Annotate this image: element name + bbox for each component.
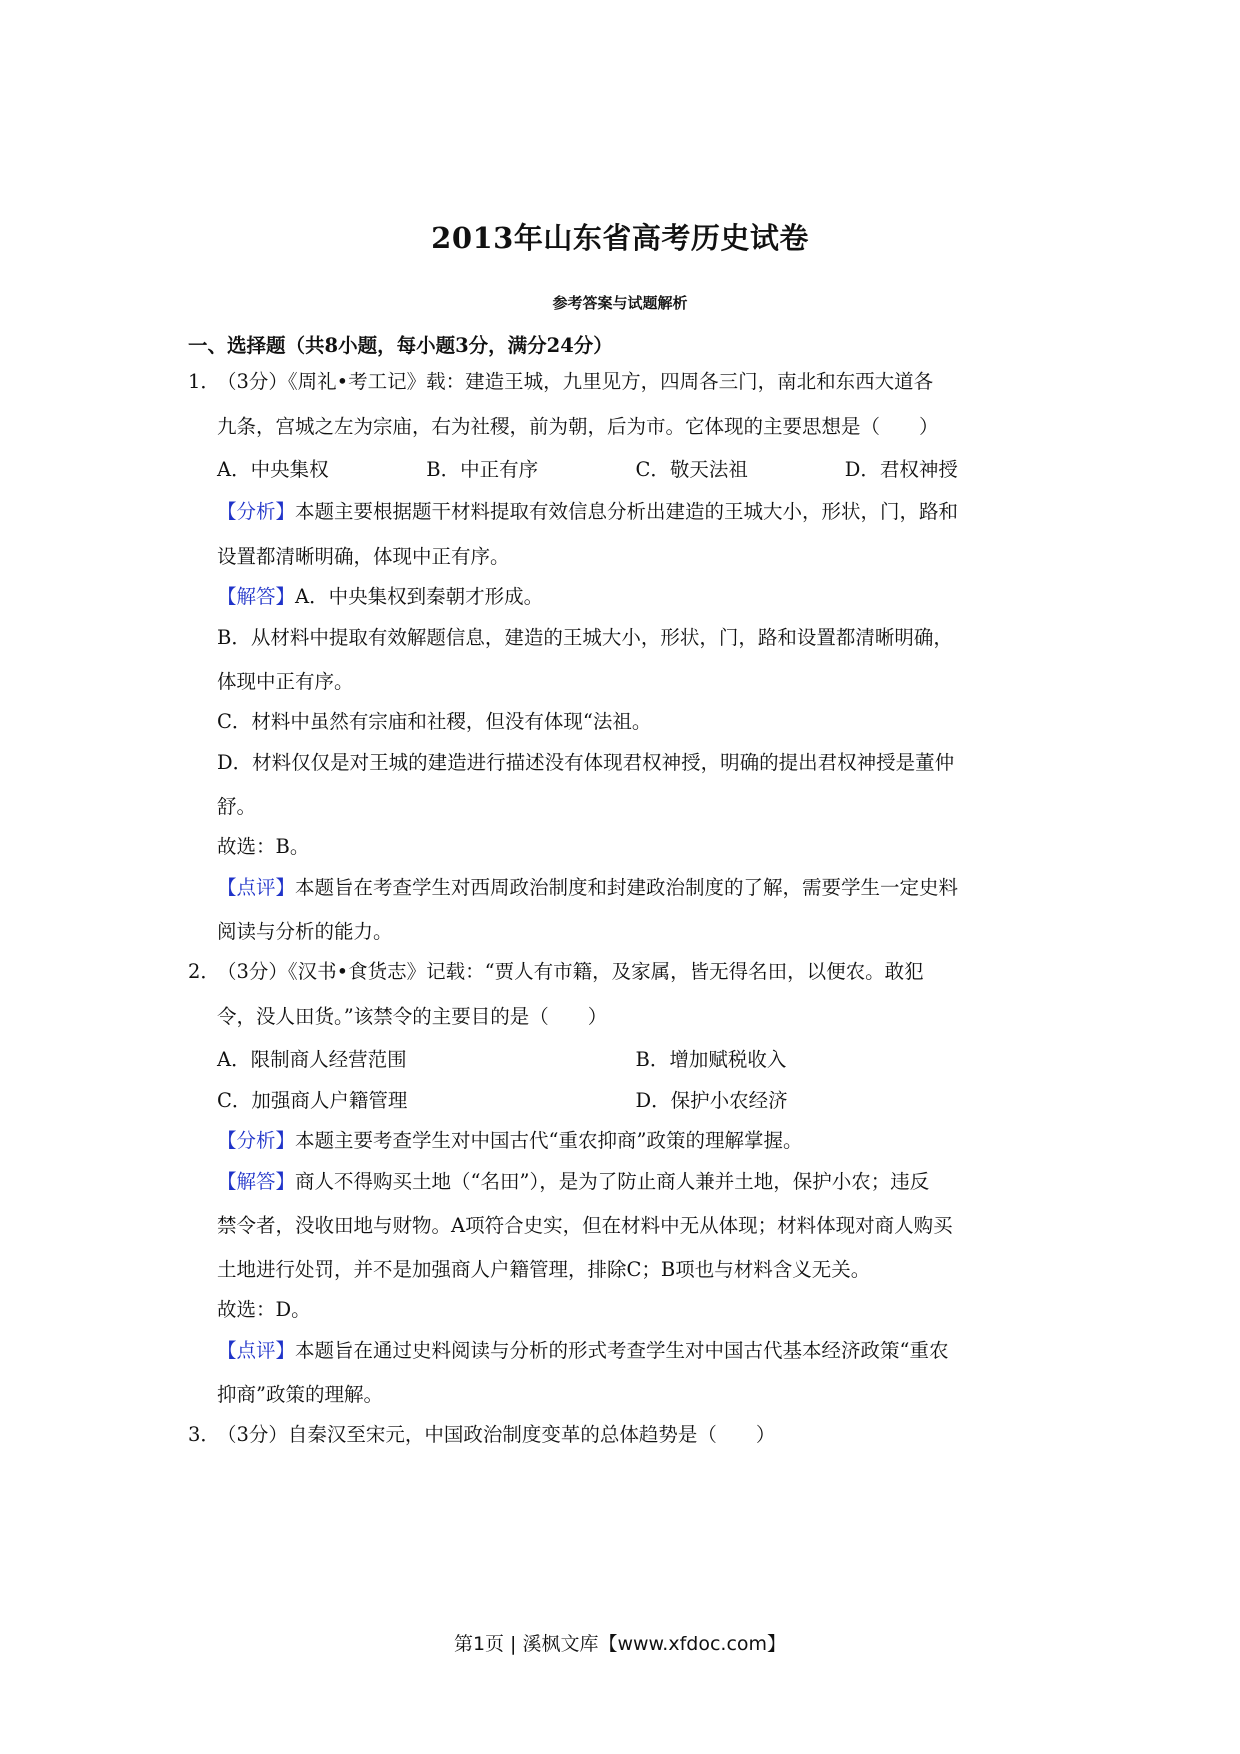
question-2 <box>188 960 1054 1407</box>
question-1-analysis: 【分析】本题主要根据题干材料提取有效信息分析出建造的王城大小，形状，门，路和 <box>217 500 959 523</box>
question-2-comment-cont: 抑商”政策的理解。 <box>217 1383 383 1406</box>
page-subtitle: 参考答案与试题解析 <box>552 294 688 312</box>
option-a: A．限制商人经营范围 <box>217 1048 407 1071</box>
option-c: C．敬天法祖 <box>635 458 748 481</box>
question-3 <box>188 1423 1054 1447</box>
question-2-stem-cont: 令，没人田货。”该禁令的主要目的是（ ） <box>217 1005 608 1028</box>
question-1-number: 1． <box>188 370 220 393</box>
option-c: C．加强商人户籍管理 <box>217 1089 408 1112</box>
answer-line: 体现中正有序。 <box>217 670 354 693</box>
question-2-analysis: 【分析】本题主要考查学生对中国古代“重农抑商”政策的理解掌握。 <box>217 1129 803 1152</box>
page-footer <box>0 1629 1240 1656</box>
option-b: B．中正有序 <box>426 458 539 481</box>
answer-tag: 【解答】 <box>217 585 296 608</box>
option-d: D．保护小农经济 <box>635 1089 788 1112</box>
question-1-comment: 【点评】本题旨在考查学生对西周政治制度和封建政治制度的了解，需要学生一定史料 <box>217 876 959 899</box>
question-1 <box>188 370 1054 944</box>
question-1-options <box>188 458 1054 482</box>
question-3-stem: 3．（3分）自秦汉至宋元，中国政治制度变革的总体趋势是（ ） <box>188 1423 776 1446</box>
question-3-number: 3． <box>188 1423 220 1446</box>
option-a: A．中央集权 <box>217 458 329 481</box>
question-1-answer: 【解答】A．中央集权到秦朝才形成。 <box>217 585 544 608</box>
question-2-stem: 2．（3分）《汉书•食货志》记载：“贾人有市籍，及家属，皆无得名田，以便农。敢犯 <box>188 960 924 983</box>
answer-line: D．材料仅仅是对王城的建造进行描述没有体现君权神授，明确的提出君权神授是董仲 <box>217 751 955 774</box>
question-2-options-row-2 <box>188 1089 1054 1113</box>
question-1-stem-cont: 九条，宫城之左为宗庙，右为社稷，前为朝，后为市。它体现的主要思想是（ ） <box>217 415 939 438</box>
question-2-number: 2． <box>188 960 220 983</box>
page-title: 2013年山东省高考历史试卷 <box>431 221 809 255</box>
answer-line: 土地进行处罚，并不是加强商人户籍管理，排除C；B项也与材料含义无关。 <box>217 1258 871 1281</box>
analysis-tag: 【分析】 <box>217 1129 296 1152</box>
answer-tag: 【解答】 <box>217 1170 296 1193</box>
answer-line: 禁令者，没收田地与财物。A项符合史实，但在材料中无从体现；材料体现对商人购买 <box>217 1214 953 1237</box>
answer-choice: 故选：D。 <box>217 1298 311 1321</box>
question-2-answer: 【解答】商人不得购买土地（“名田”），是为了防止商人兼并土地，保护小农；违反 <box>217 1170 930 1193</box>
analysis-tag: 【分析】 <box>217 500 296 523</box>
question-2-comment: 【点评】本题旨在通过史料阅读与分析的形式考查学生对中国古代基本经济政策“重农 <box>217 1339 949 1362</box>
footer-separator: | <box>510 1633 517 1655</box>
option-b: B．增加赋税收入 <box>635 1048 787 1071</box>
answer-line: C．材料中虽然有宗庙和社稷，但没有体现“法祖。 <box>217 710 652 733</box>
answer-line: 舒。 <box>217 795 257 818</box>
section-heading: 一、选择题（共8小题，每小题3分，满分24分） <box>188 334 613 357</box>
question-2-options-row-1 <box>188 1048 1054 1072</box>
question-1-comment-cont: 阅读与分析的能力。 <box>217 920 393 943</box>
question-1-analysis-cont: 设置都清晰明确，体现中正有序。 <box>217 545 510 568</box>
option-d: D．君权神授 <box>844 458 958 481</box>
comment-tag: 【点评】 <box>217 1339 296 1362</box>
question-1-stem: 1．（3分）《周礼•考工记》载：建造王城，九里见方，四周各三门，南北和东西大道各 <box>188 370 934 393</box>
answer-choice: 故选：B。 <box>217 835 310 858</box>
page-number: 第1页 <box>453 1633 505 1655</box>
question-list <box>188 370 1054 1447</box>
answer-line: B．从材料中提取有效解题信息，建造的王城大小，形状，门，路和设置都清晰明确， <box>217 626 953 649</box>
footer-site: 溪枫文库【www.xfdoc.com】 <box>522 1633 787 1655</box>
comment-tag: 【点评】 <box>217 876 296 899</box>
